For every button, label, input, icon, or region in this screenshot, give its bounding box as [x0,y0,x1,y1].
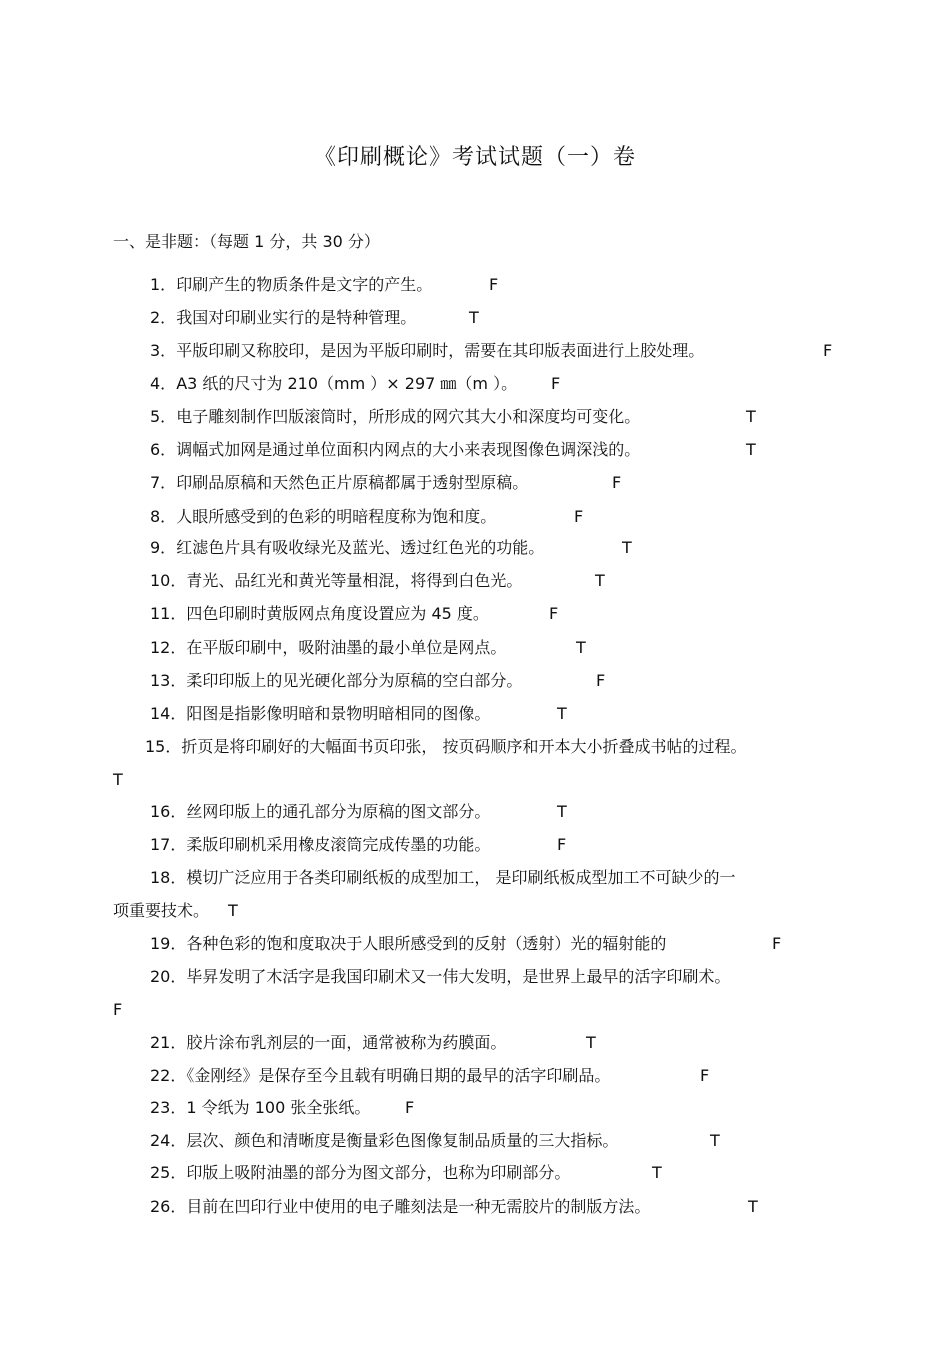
item-answer: F [823,341,833,360]
item-answer: T [652,1163,662,1182]
list-item [150,1098,370,1118]
list-item [150,407,640,427]
list-item [150,571,522,591]
item-text: 青光、品红光和黄光等量相混，将得到白色光。 [186,571,523,590]
item-text: 模切广泛应用于各类印刷纸板的成型加工， 是印刷纸板成型加工不可缺少的一 [186,868,736,887]
item-number: 9． [150,538,177,557]
item-text: 阳图是指影像明暗和景物明暗相同的图像。 [186,704,491,723]
list-item [150,440,640,460]
item-answer: F [596,671,606,690]
item-number: 12． [150,638,187,657]
item-number: 5． [150,407,177,426]
item-text: 我国对印刷业实行的是特种管理。 [176,308,417,327]
item-text: 印版上吸附油墨的部分为图文部分，也称为印刷部分。 [186,1163,571,1182]
item-number: 11． [150,604,187,623]
item-answer: F [557,835,567,854]
item-answer: F [489,275,499,294]
item-text: 目前在凹印行业中使用的电子雕刻法是一种无需胶片的制版方法。 [186,1197,651,1216]
item-text-continued: 项重要技术。 [113,901,210,920]
item-answer: T [469,308,479,327]
list-item [150,308,416,328]
list-item [150,868,735,888]
item-answer: T [746,440,756,459]
item-number: 26． [150,1197,187,1216]
item-number: 23． [150,1098,187,1117]
item-answer: F [405,1098,415,1117]
list-item [150,341,704,361]
item-text: 红滤色片具有吸收绿光及蓝光、透过红色光的功能。 [176,538,545,557]
section-heading: 一、是非题：（每题 1 分，共 30 分） [113,232,380,251]
item-number: 1． [150,275,177,294]
item-number: 2． [150,308,177,327]
list-item [150,967,730,987]
list-item [150,638,506,658]
item-text: 1 令纸为 100 张全张纸。 [186,1098,371,1117]
item-number: 13． [150,671,187,690]
item-number: 21． [150,1033,187,1052]
item-number: 22． [150,1066,187,1085]
item-text: 柔印印版上的见光硬化部分为原稿的空白部分。 [186,671,523,690]
list-item [150,507,496,527]
item-number: 4． [150,374,177,393]
item-number: 14． [150,704,187,723]
item-text: 人眼所感受到的色彩的明暗程度称为饱和度。 [176,507,497,526]
item-number: 25． [150,1163,187,1182]
item-text: 平版印刷又称胶印，是因为平版印刷时，需要在其印版表面进行上胶处理。 [176,341,705,360]
item-answer: T [710,1131,720,1150]
item-number: 24． [150,1131,187,1150]
item-answer: T [622,538,632,557]
item-answer: T [595,571,605,590]
item-number: 18． [150,868,187,887]
list-item [150,1066,610,1086]
list-item [150,604,489,624]
item-answer: F [549,604,559,623]
item-text: 《金刚经》是保存至今且载有明确日期的最早的活字印刷品。 [186,1066,611,1085]
item-text: 柔版印刷机采用橡皮滚筒完成传墨的功能。 [186,835,491,854]
item-text: A3 纸的尺寸为 210（mm ）× 297 ㎜（m ）。 [176,374,518,393]
item-text: 四色印刷时黄版网点角度设置应为 45 度。 [186,604,489,623]
list-item [150,835,490,855]
item-answer: F [113,1000,123,1019]
list-item [150,473,528,493]
item-text: 各种色彩的饱和度取决于人眼所感受到的反射（透射）光的辐射能的 [186,934,667,953]
item-answer: F [700,1066,710,1085]
item-number: 16． [150,802,187,821]
item-number: 6． [150,440,177,459]
item-text: 毕昇发明了木活字是我国印刷术又一伟大发明，是世界上最早的活字印刷术。 [186,967,731,986]
list-item [150,1163,570,1183]
item-text: 在平版印刷中，吸附油墨的最小单位是网点。 [186,638,507,657]
item-number: 17． [150,835,187,854]
item-answer: T [228,901,238,920]
list-item [150,1033,506,1053]
item-number: 8． [150,507,177,526]
item-answer: F [612,473,622,492]
item-answer: F [551,374,561,393]
item-text: 折页是将印刷好的大幅面书页印张， 按页码顺序和开本大小折叠成书帖的过程。 [181,737,747,756]
item-number: 20． [150,967,187,986]
item-text: 丝网印版上的通孔部分为原稿的图文部分。 [186,802,491,821]
item-answer: T [557,802,567,821]
item-text: 印刷产生的物质条件是文字的产生。 [176,275,433,294]
list-item [150,704,490,724]
item-number: 7． [150,473,177,492]
item-number: 3． [150,341,177,360]
item-text: 电子雕刻制作凹版滚筒时，所形成的网穴其大小和深度均可变化。 [176,407,641,426]
item-answer: F [574,507,584,526]
list-item [145,737,746,757]
item-answer: T [113,770,123,789]
item-answer: F [772,934,782,953]
item-answer: T [576,638,586,657]
list-item [150,934,666,954]
list-item [150,1197,650,1217]
list-item [150,538,544,558]
list-item [150,1131,618,1151]
item-number: 10． [150,571,187,590]
item-text: 胶片涂布乳剂层的一面，通常被称为药膜面。 [186,1033,507,1052]
item-answer: T [557,704,567,723]
item-text: 调幅式加网是通过单位面积内网点的大小来表现图像色调深浅的。 [176,440,641,459]
list-item [150,374,517,394]
item-answer: T [746,407,756,426]
item-text: 印刷品原稿和天然色正片原稿都属于透射型原稿。 [176,473,529,492]
item-answer: T [748,1197,758,1216]
item-answer: T [586,1033,596,1052]
list-item [150,275,432,295]
page-title: 《印刷概论》考试试题（一）卷 [313,145,636,170]
item-number: 19． [150,934,187,953]
item-number: 15． [145,737,182,756]
item-text: 层次、颜色和清晰度是衡量彩色图像复制品质量的三大指标。 [186,1131,619,1150]
list-item [150,802,490,822]
list-item [150,671,522,691]
